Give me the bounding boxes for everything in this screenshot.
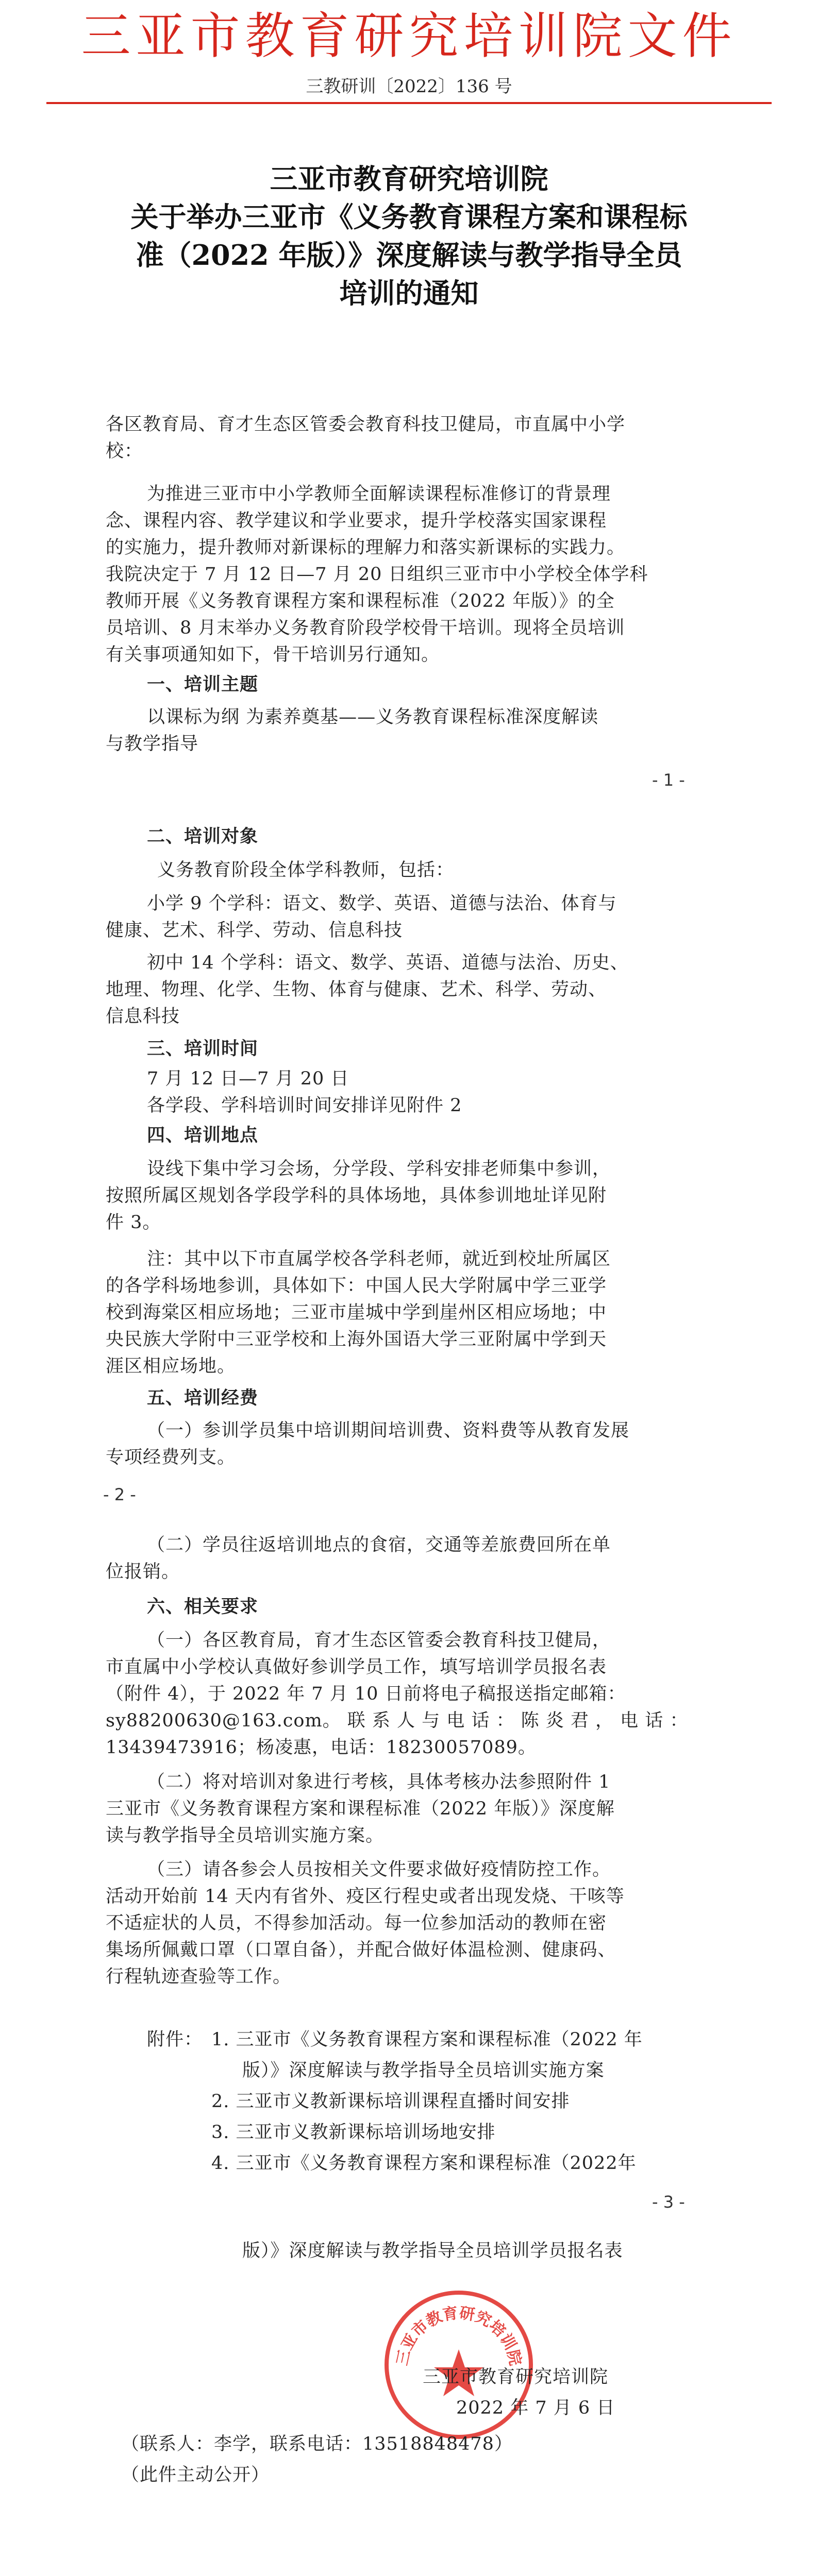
section-heading-funding: 五、培训经费 (147, 1388, 259, 1409)
time-line: 各学段、学科培训时间安排详见附件 2 (147, 1095, 462, 1116)
time-line: 7 月 12 日—7 月 20 日 (147, 1069, 349, 1089)
location-line: 注：其中以下市直属学校各学科老师，就近到校址所属区 (147, 1249, 611, 1269)
addressee-line: 校： (106, 441, 143, 462)
intro-line: 员培训、8 月末举办义务教育阶段学校骨干培训。现将全员培训 (106, 618, 625, 638)
funding-line: （二）学员往返培训地点的食宿，交通等差旅费回所在单 (147, 1535, 611, 1555)
audience-line: 地理、物理、化学、生物、体育与健康、艺术、科学、劳动、 (106, 979, 607, 1000)
section-heading-audience: 二、培训对象 (147, 826, 259, 847)
funding-line: 位报销。 (106, 1562, 180, 1582)
title-line: 培训的通知 (339, 277, 479, 310)
requirement-line: 13439473916；杨凌惠，电话：18230057089。 (106, 1737, 537, 1758)
contact-info: （联系人：李学，联系电话：13518848478） (121, 2434, 513, 2454)
attachment-item: 3. 三亚市义教新课标培训场地安排 (211, 2122, 496, 2143)
attachment-item: 2. 三亚市义教新课标培训课程直播时间安排 (211, 2091, 570, 2112)
title-line: 关于举办三亚市《义务教育课程方案和课程标 (130, 200, 688, 233)
attachment-item: 4. 三亚市《义务教育课程方案和课程标准（2022年 (211, 2153, 637, 2174)
seal-text: 三亚市教育研究培训院 (393, 2304, 525, 2367)
location-line: 件 3。 (106, 1212, 161, 1233)
location-line: 按照所属区规划各学段学科的具体场地，具体参训地址详见附 (106, 1185, 607, 1206)
audience-line: 初中 14 个学科：语文、数学、英语、道德与法治、历史、 (147, 953, 629, 973)
requirement-line: 三亚市《义务教育课程方案和课程标准（2022 年版）》深度解 (106, 1799, 615, 1819)
section-heading-time: 三、培训时间 (147, 1039, 259, 1059)
location-line: 的各学科场地参训，具体如下：中国人民大学附属中学三亚学 (106, 1276, 607, 1296)
title-line: 三亚市教育研究培训院 (270, 162, 548, 195)
funding-line: （一）参训学员集中培训期间培训费、资料费等从教育发展 (147, 1420, 630, 1441)
audience-line: 信息科技 (106, 1006, 180, 1027)
intro-line: 有关事项通知如下，骨干培训另行通知。 (106, 645, 440, 665)
requirement-line: 行程轨迹查验等工作。 (106, 1967, 292, 1987)
header-red-rule (46, 102, 772, 104)
location-line: 涯区相应场地。 (106, 1356, 236, 1377)
document-header-title: 三亚市教育研究培训院文件 (81, 7, 737, 65)
attachments-label: 附件： (147, 2029, 203, 2050)
title-line: 准（2022 年版）》深度解读与教学指导全员 (136, 239, 682, 272)
page-number: - 1 - (652, 770, 685, 790)
page-number: - 2 - (103, 1485, 136, 1504)
intro-line: 我院决定于 7 月 12 日—7 月 20 日组织三亚市中小学校全体学科 (106, 564, 648, 585)
requirement-line: （附件 4），于 2022 年 7 月 10 日前将电子稿报送指定邮箱： (106, 1684, 626, 1704)
requirement-line: 活动开始前 14 天内有省外、疫区行程史或者出现发烧、干咳等 (106, 1886, 625, 1907)
intro-line: 教师开展《义务教育课程方案和课程标准（2022 年版）》的全 (106, 591, 615, 612)
requirement-line: （二）将对培训对象进行考核，具体考核办法参照附件 1 (147, 1772, 611, 1792)
audience-line: 义务教育阶段全体学科教师，包括： (157, 860, 455, 880)
funding-line: 专项经费列支。 (106, 1447, 236, 1468)
signature-date: 2022 年 7 月 6 日 (456, 2398, 615, 2418)
requirement-line: 读与教学指导全员培训实施方案。 (106, 1825, 385, 1846)
audience-line: 健康、艺术、科学、劳动、信息科技 (106, 920, 403, 941)
section-heading-requirements: 六、相关要求 (147, 1597, 259, 1617)
disclosure-note: （此件主动公开） (121, 2465, 270, 2485)
page-number: - 3 - (652, 2192, 685, 2212)
attachment-item: 版）》深度解读与教学指导全员培训学员报名表 (242, 2241, 623, 2261)
document-number: 三教研训〔2022〕136 号 (306, 76, 512, 97)
signature-org: 三亚市教育研究培训院 (423, 2367, 609, 2387)
audience-line: 小学 9 个学科：语文、数学、英语、道德与法治、体育与 (147, 893, 617, 914)
requirement-line: 不适症状的人员，不得参加活动。每一位参加活动的教师在密 (106, 1913, 607, 1934)
intro-line: 为推进三亚市中小学教师全面解读课程标准修订的背景理 (147, 484, 611, 504)
location-line: 设线下集中学习会场，分学段、学科安排老师集中参训， (147, 1159, 611, 1179)
requirement-line: sy88200630@163.com。 联 系 人 与 电 话 ： 陈 炎 君 ， 电 话 ： (106, 1710, 689, 1731)
requirement-line: （三）请各参会人员按相关文件要求做好疫情防控工作。 (147, 1859, 611, 1880)
location-line: 央民族大学附中三亚学校和上海外国语大学三亚附属中学到天 (106, 1329, 607, 1350)
section-heading-topic: 一、培训主题 (147, 674, 259, 695)
intro-line: 的实施力，提升教师对新课标的理解力和落实新课标的实践力。 (106, 537, 626, 558)
location-line: 校到海棠区相应场地；三亚市崖城中学到崖州区相应场地；中 (106, 1302, 607, 1323)
topic-line: 与教学指导 (106, 734, 199, 754)
topic-line: 以课标为纲 为素养奠基——义务教育课程标准深度解读 (147, 707, 599, 727)
requirement-line: （一）各区教育局，育才生态区管委会教育科技卫健局， (147, 1630, 611, 1651)
requirement-line: 市直属中小学校认真做好参训学员工作，填写培训学员报名表 (106, 1657, 607, 1677)
attachment-item: 版）》深度解读与教学指导全员培训实施方案 (242, 2060, 605, 2081)
addressee-line: 各区教育局、育才生态区管委会教育科技卫健局，市直属中小学 (106, 414, 626, 435)
notice-title (103, 160, 715, 312)
intro-line: 念、课程内容、教学建议和学业要求，提升学校落实国家课程 (106, 511, 607, 531)
attachment-item: 1. 三亚市《义务教育课程方案和课程标准（2022 年 (211, 2029, 643, 2050)
section-heading-location: 四、培训地点 (147, 1125, 259, 1146)
requirement-line: 集场所佩戴口罩（口罩自备），并配合做好体温检测、健康码、 (106, 1940, 616, 1960)
